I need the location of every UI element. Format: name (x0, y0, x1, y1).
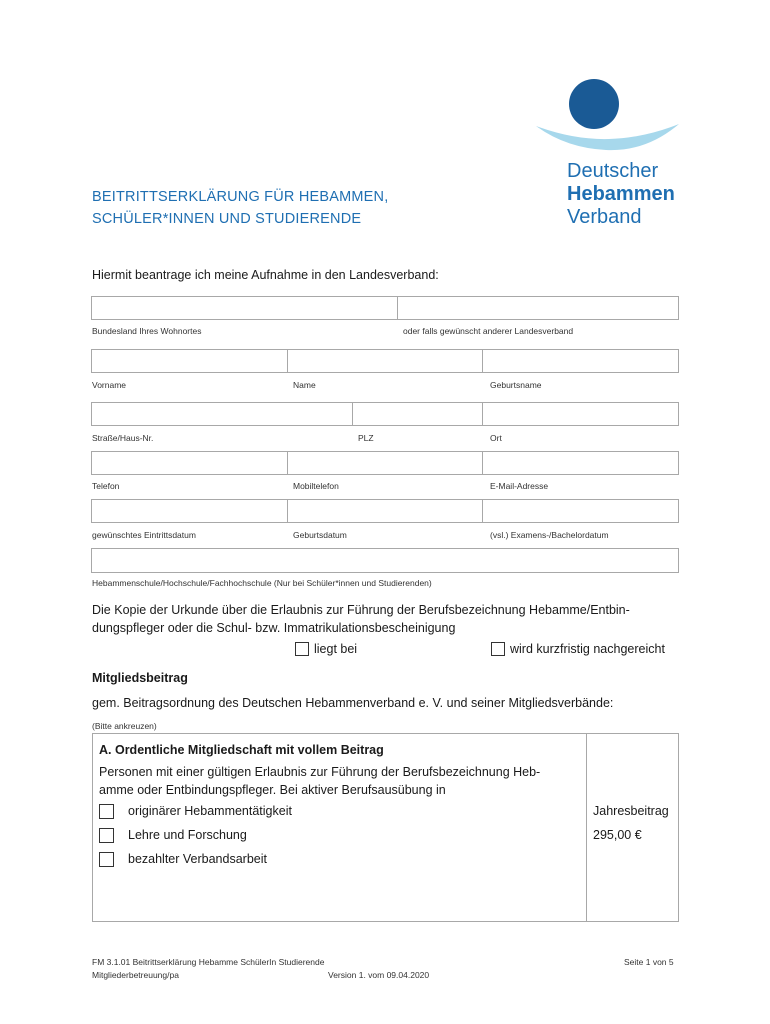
geburtsname-field[interactable] (482, 349, 679, 373)
telefon-field[interactable] (91, 451, 288, 475)
eintrittsdatum-field[interactable] (91, 499, 288, 523)
email-label: E-Mail-Adresse (490, 481, 549, 491)
option-verbandsarbeit-checkbox[interactable] (99, 852, 114, 867)
geburtsname-label: Geburtsname (490, 380, 542, 390)
ort-field[interactable] (482, 402, 679, 426)
intro-text: Hiermit beantrage ich meine Aufnahme in den Landesverband: (92, 268, 439, 282)
email-field[interactable] (482, 451, 679, 475)
name-field[interactable] (287, 349, 483, 373)
option-verbandsarbeit-label: bezahlter Verbandsarbeit (128, 852, 267, 866)
option-hebammentaetigkeit-checkbox[interactable] (99, 804, 114, 819)
examensdatum-field[interactable] (482, 499, 679, 523)
liegt-bei-label: liegt bei (314, 642, 358, 656)
urkunde-text (92, 601, 630, 637)
name-label: Name (293, 380, 316, 390)
description-line-2: amme oder Entbindungspfleger. Bei aktiver Berufsausübung in (99, 783, 446, 797)
page-title (92, 186, 388, 230)
hebammenschule-label: Hebammenschule/Hochschule/Fachhochschule (Nur bei Schüler*innen und Studierenden) (92, 578, 432, 588)
ankreuzen-hint: (Bitte ankreuzen) (92, 721, 157, 731)
option-lehre-checkbox[interactable] (99, 828, 114, 843)
vorname-field[interactable] (91, 349, 288, 373)
footer-page: Seite 1 von 5 (624, 957, 674, 967)
mobiltelefon-label: Mobiltelefon (293, 481, 339, 491)
logo-swoosh (536, 124, 679, 150)
landesverband-label: oder falls gewünscht anderer Landesverband (403, 326, 574, 336)
urkunde-line-2: dungspfleger oder die Schul- bzw. Immatrikulationsbescheinigung (92, 621, 456, 635)
telefon-label: Telefon (92, 481, 120, 491)
liegt-bei-checkbox[interactable] (295, 642, 309, 656)
logo-line-3: Verband (567, 206, 642, 228)
footer-dept: Mitgliederbetreuung/pa (92, 970, 179, 980)
description-line-1: Personen mit einer gültigen Erlaubnis zur Führung der Berufsbezeichnung Heb- (99, 765, 541, 779)
mobiltelefon-field[interactable] (287, 451, 483, 475)
logo-line-2: Hebammen (567, 183, 675, 205)
logo-mark (534, 78, 684, 154)
nachgereicht-label: wird kurzfristig nachgereicht (510, 642, 665, 656)
logo-wordmark (567, 160, 675, 229)
ort-label: Ort (490, 433, 502, 443)
vorname-label: Vorname (92, 380, 127, 390)
logo-line-1: Deutscher (567, 160, 659, 182)
plz-field[interactable] (352, 402, 483, 426)
table-divider (586, 733, 587, 922)
bundesland-field[interactable] (91, 296, 398, 320)
strasse-field[interactable] (91, 402, 353, 426)
urkunde-line-1: Die Kopie der Urkunde über die Erlaubnis zur Führung der Berufsbezeichnung Hebamme/Entbin- (92, 603, 630, 617)
option-lehre-label: Lehre und Forschung (128, 828, 247, 842)
landesverband-field[interactable] (397, 296, 679, 320)
beitrag-heading: Mitgliedsbeitrag (92, 671, 188, 685)
option-hebammentaetigkeit-label: originärer Hebammentätigkeit (128, 804, 292, 818)
hebammenschule-field[interactable] (91, 548, 679, 573)
footer-version: Version 1. vom 09.04.2020 (328, 970, 430, 980)
geburtsdatum-field[interactable] (287, 499, 483, 523)
strasse-label: Straße/Haus-Nr. (92, 433, 154, 443)
fee-label: Jahresbeitrag (593, 804, 669, 818)
title-line-1: BEITRITTSERKLÄRUNG FÜR HEBAMMEN, (92, 189, 389, 205)
fee-value: 295,00 € (593, 828, 642, 842)
bundesland-label: Bundesland Ihres Wohnortes (92, 326, 202, 336)
title-line-2: SCHÜLER*INNEN UND STUDIERENDE (92, 211, 362, 227)
plz-label: PLZ (358, 433, 374, 443)
section-a-title: A. Ordentliche Mitgliedschaft mit vollem Beitrag (99, 743, 384, 757)
examensdatum-label: (vsl.) Examens-/Bachelordatum (490, 530, 609, 540)
footer-doc-id: FM 3.1.01 Beitrittserklärung Hebamme SchülerIn Studierende (92, 957, 325, 967)
nachgereicht-checkbox[interactable] (491, 642, 505, 656)
eintrittsdatum-label: gewünschtes Eintrittsdatum (92, 530, 196, 540)
section-a-description (99, 763, 540, 799)
logo-circle (569, 79, 619, 129)
beitrag-subline: gem. Beitragsordnung des Deutschen Hebammenverband e. V. und seiner Mitgliedsverbände: (92, 696, 614, 710)
geburtsdatum-label: Geburtsdatum (293, 530, 347, 540)
